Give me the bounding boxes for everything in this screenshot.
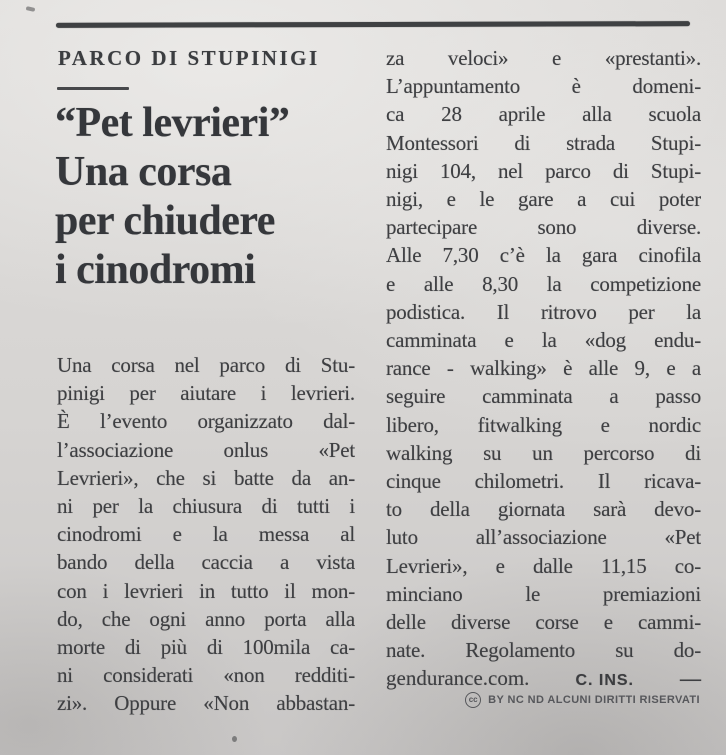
text-line: ni per la chiusura di tutti i [57, 494, 355, 519]
text-line: Levrieri», che si batte da an- [57, 465, 355, 490]
text-line: cinodromi e la messa al [57, 522, 355, 547]
text-line: delle diverse corse e cammi- [386, 610, 701, 635]
text-line: rance - walking» è alle 9, e a [386, 356, 701, 381]
text-line: L’appuntamento è domeni- [386, 74, 701, 99]
text-line: seguire camminata a passo [386, 384, 701, 409]
text-line: zi». Oppure «Non abbastan- [57, 691, 355, 716]
text-line: ni considerati «non redditi- [57, 663, 355, 688]
scan-speck [232, 736, 237, 742]
text-line: libero, fitwalking e nordic [386, 412, 701, 437]
text-line: nigi 104, nel parco di Stupi- [386, 158, 701, 183]
closing-dash: — [680, 666, 701, 690]
text-line: walking su un percorso di [386, 440, 701, 465]
text-line: i cinodromi [55, 247, 256, 293]
article-closing-line [386, 664, 701, 695]
text-line: e alle 8,30 la competizione [386, 271, 701, 296]
top-rule [56, 21, 690, 28]
text-line: camminata e la «dog endu- [386, 328, 701, 353]
text-line: Montessori di strada Stupi- [386, 130, 701, 155]
text-line: morte di più di 100mila ca- [57, 635, 355, 660]
text-line: bando della caccia a vista [57, 550, 355, 575]
text-line: luto all’associazione «Pet [386, 525, 701, 550]
article-body-right-column [386, 44, 701, 664]
license-text: BY NC ND ALCUNI DIRITTI RISERVATI [488, 694, 700, 706]
headline [55, 99, 390, 295]
text-line: minciano le premiazioni [386, 581, 701, 606]
text-line: podistica. Il ritrovo per la [386, 299, 701, 324]
text-line: con i levrieri in tutto il mon- [57, 578, 355, 603]
text-line: “Pet levrieri” [55, 100, 290, 146]
text-line: to della giornata sarà devo- [386, 497, 701, 522]
text-line: nate. Regolamento su do- [386, 638, 701, 663]
text-line: l’associazione onlus «Pet [57, 437, 355, 462]
closing-text: gendurance.com. [386, 666, 530, 690]
text-line: Una corsa nel parco di Stu- [57, 353, 355, 377]
text-line: Alle 7,30 c’è la gara cinofila [386, 243, 701, 268]
kicker-underline [57, 87, 129, 90]
license-row [386, 692, 700, 708]
text-line: per chiudere [55, 198, 275, 244]
text-line: pinigi per aiutare i levrieri. [57, 381, 355, 406]
text-line: nigi, e le gare a cui poter [386, 187, 701, 212]
text-line: ca 28 aprile alla scuola [386, 102, 701, 127]
article-body-left-column [57, 351, 355, 718]
kicker: PARCO DI STUPINIGI [58, 46, 320, 70]
text-line: Levrieri», e dalle 11,15 co- [386, 553, 701, 578]
text-line: È l’evento organizzato dal- [57, 409, 355, 434]
text-line: Una corsa [55, 149, 232, 195]
text-line: partecipare sono diverse. [386, 215, 701, 240]
cc-license-icon: cc [465, 692, 481, 708]
text-line: za veloci» e «prestanti». [386, 46, 701, 70]
byline: C. INS. [575, 672, 634, 689]
text-line: cinque chilometri. Il ricava- [386, 469, 701, 494]
scan-speck [26, 6, 36, 12]
text-line: do, che ogni anno porta alla [57, 606, 355, 631]
